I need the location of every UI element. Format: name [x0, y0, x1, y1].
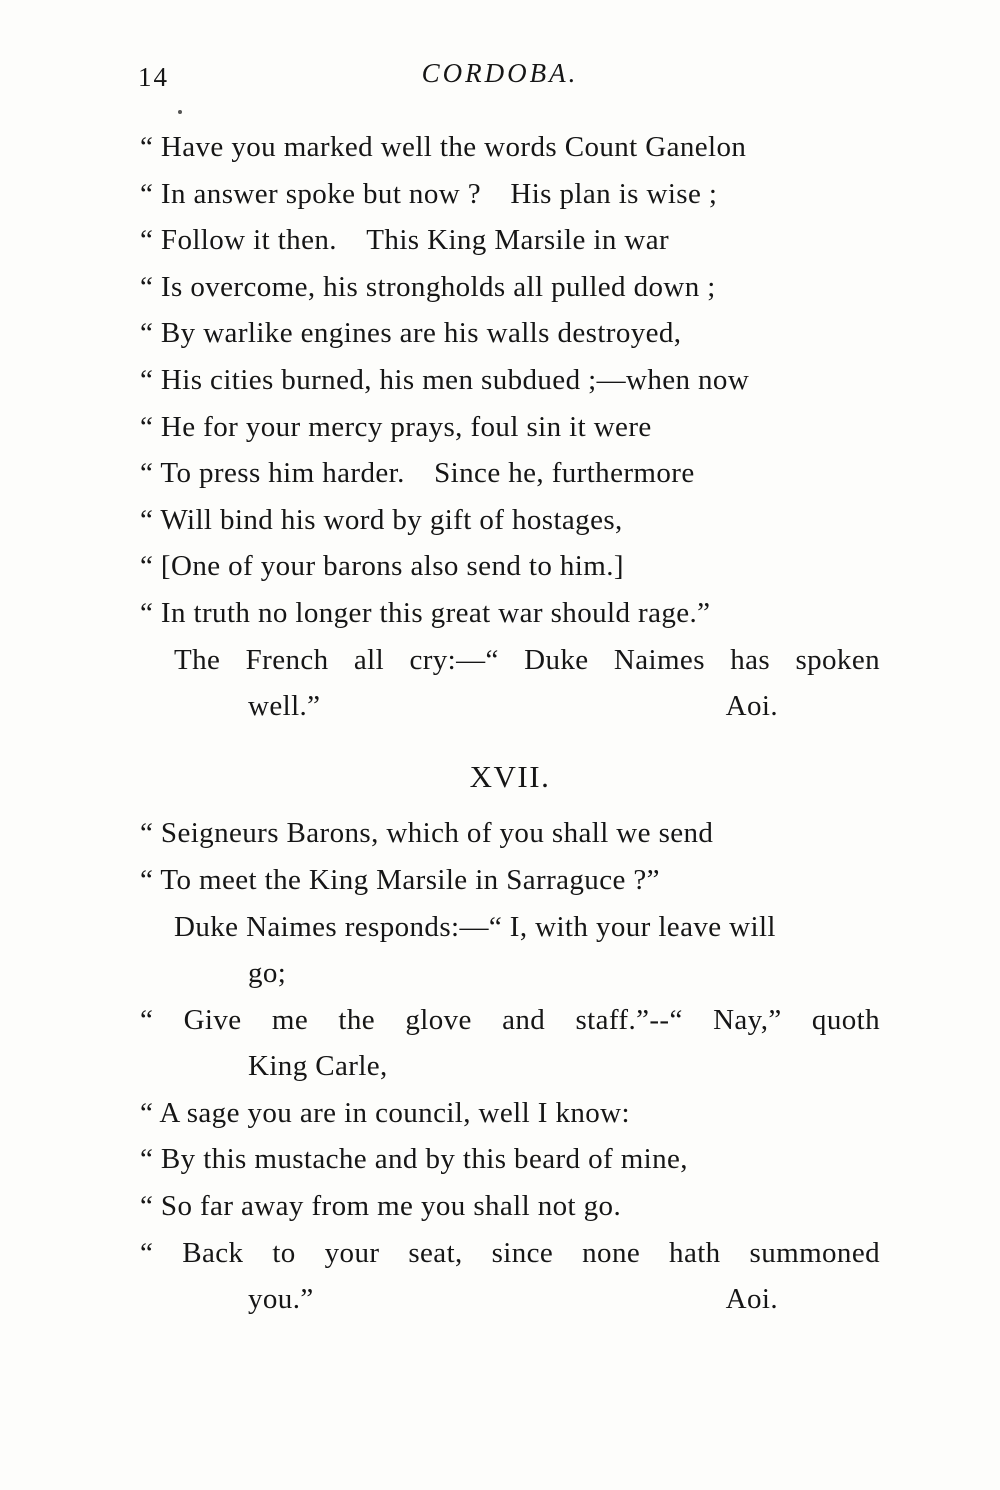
verse-line: “ [One of your barons also send to him.]	[140, 550, 624, 583]
verse-line: go;	[248, 957, 287, 990]
verse-line: The French all cry:—“ Duke Naimes has spoken	[174, 643, 880, 676]
verse-line: “ Give me the glove and staff.”--“ Nay,” quoth	[140, 1003, 880, 1036]
verse-body	[140, 124, 880, 1323]
running-title: CORDOBA.	[421, 58, 579, 88]
verse-line: “ Back to your seat, since none hath summoned	[140, 1236, 880, 1269]
verse-line: “ Seigneurs Barons, which of you shall we send	[140, 817, 714, 850]
verse-line: King Carle,	[248, 1050, 388, 1083]
verse-line: “ By warlike engines are his walls destroyed,	[140, 317, 682, 350]
verse-line: “ In truth no longer this great war should rage.”	[140, 596, 711, 629]
aoi-refrain: Aoi.	[725, 1283, 778, 1316]
verse-line: “ His cities burned, his men subdued ;—when now	[140, 363, 750, 396]
verse-line-text: well.”	[248, 690, 321, 723]
verse-line-text: you.”	[248, 1283, 314, 1316]
verse-line: “ Is overcome, his strongholds all pulled down ;	[140, 270, 716, 303]
verse-line: “ In answer spoke but now ? His plan is wise ;	[140, 177, 718, 210]
verse-line: “ Have you marked well the words Count Ganelon	[140, 131, 747, 163]
verse-line: “ To meet the King Marsile in Sarraguce ?”	[140, 863, 660, 896]
verse-line	[140, 1276, 880, 1323]
verse-line	[140, 683, 880, 730]
verse-line: “ He for your mercy prays, foul sin it were	[140, 410, 652, 443]
verse-line: “ Will bind his word by gift of hostages,	[140, 503, 623, 536]
verse-line: “ To press him harder. Since he, furthermore	[140, 457, 695, 490]
aoi-refrain: Aoi.	[725, 690, 778, 723]
verse-line: “ By this mustache and by this beard of mine,	[140, 1143, 688, 1176]
page-number: 14	[138, 62, 169, 92]
page-header	[0, 58, 1000, 98]
verse-line: “ So far away from me you shall not go.	[140, 1190, 622, 1223]
stanza-xvii	[140, 810, 880, 1323]
verse-line: “ A sage you are in council, well I know:	[140, 1096, 630, 1129]
ink-speck	[178, 110, 182, 114]
verse-line: “ Follow it then. This King Marsile in war	[140, 224, 670, 257]
verse-line: Duke Naimes responds:—“ I, with your leave will	[174, 910, 776, 943]
stanza-heading-xvii: XVII.	[469, 758, 551, 794]
stanza-xvi	[140, 124, 880, 730]
